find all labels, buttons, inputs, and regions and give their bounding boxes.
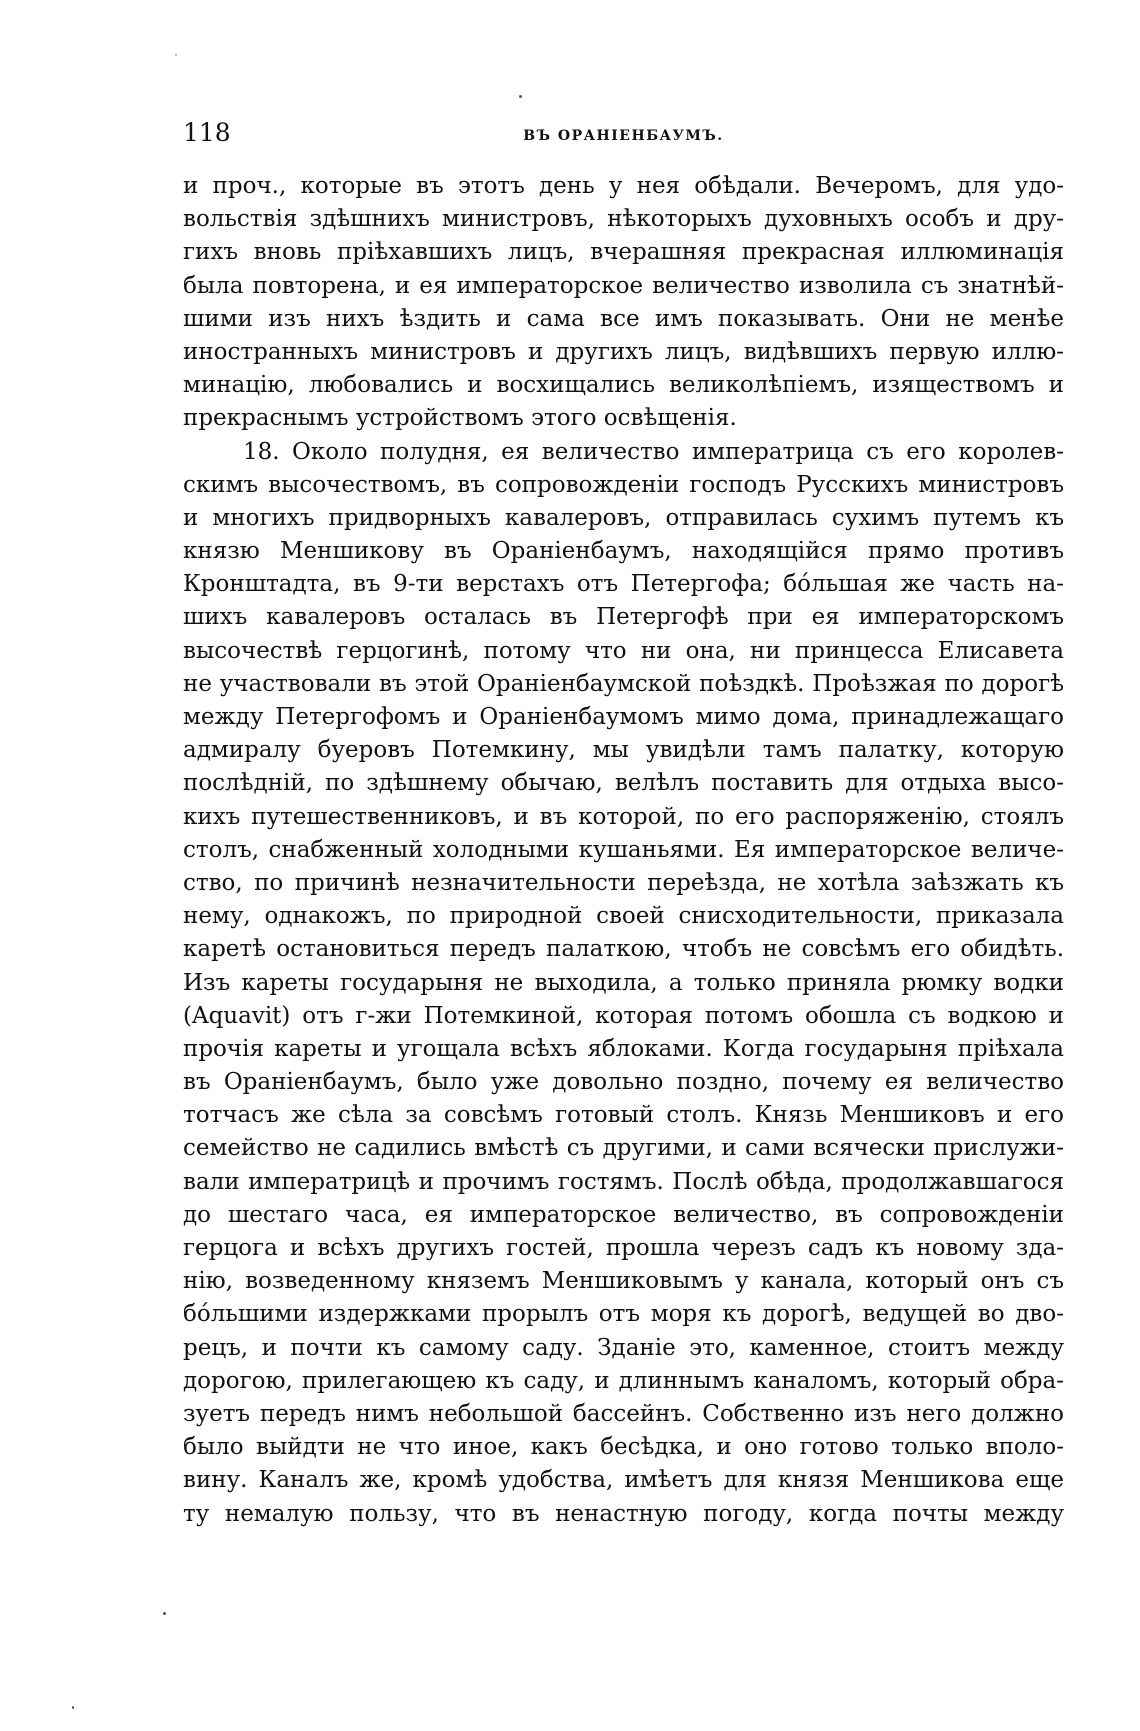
text-line: между Петергофомъ и Ораніенбаумомъ мимо дома, принадлежащаго: [183, 704, 1064, 730]
text-line: кихъ путешественниковъ, и въ которой, по его распоряженію, стоялъ: [183, 803, 1064, 830]
text-line: князю Меншикову въ Ораніенбаумъ, находящійся прямо противъ: [183, 538, 1064, 565]
text-line: послѣдній, по здѣшнему обычаю, велѣлъ поставить для отдыха высо-: [183, 770, 1064, 797]
running-title: ВЪ ОРАНІЕНБАУМЪ.: [523, 128, 724, 144]
text-line: дорогою, прилегающею къ саду, и длиннымъ каналомъ, который обра-: [183, 1367, 1064, 1394]
text-line: каретѣ остановиться передъ палаткою, чтобъ не совсѣмъ его обидѣть.: [183, 936, 1064, 963]
text-line: было выйдти не что иное, какъ бесѣдка, и оно готово только вполо-: [183, 1434, 1064, 1461]
scan-speck: [72, 1706, 74, 1709]
text-line: высочествѣ герцогинѣ, потому что ни она, ни принцесса Елисавета: [183, 637, 1064, 664]
text-line: бо́льшими издержками прорылъ отъ моря къ дорогѣ, ведущей во дво-: [183, 1301, 1064, 1328]
paragraph-end-line: прекраснымъ устройствомъ этого освѣщенія.: [183, 405, 737, 432]
text-line: минацію, любовались и восхищались великолѣпіемъ, изяществомъ и: [183, 372, 1064, 399]
text-line: и многихъ придворныхъ кавалеровъ, отправилась сухимъ путемъ къ: [183, 504, 1064, 531]
text-line: Изъ кареты государыня не выходила, а только приняла рюмку водки: [183, 969, 1064, 996]
body-text: [183, 170, 1064, 1531]
text-line: нему, однакожъ, по природной своей снисходительности, приказала: [183, 903, 1064, 930]
text-line: герцога и всѣхъ другихъ гостей, прошла черезъ садъ къ новому зда-: [183, 1235, 1064, 1261]
text-line: скимъ высочествомъ, въ сопровожденіи господъ Русскихъ министровъ: [183, 471, 1064, 498]
text-line: ство, по причинѣ незначительности переѣзда, не хотѣла заѣзжать къ: [183, 869, 1064, 896]
text-line: вольствія здѣшнихъ министровъ, нѣкоторыхъ духовныхъ особъ и дру-: [183, 206, 1064, 233]
text-line: въ Ораніенбаумъ, было уже довольно поздно, почему ея величество: [183, 1069, 1064, 1096]
running-head: [183, 118, 1064, 158]
scan-speck: [163, 1612, 166, 1615]
scan-speck: [175, 54, 177, 56]
text-line: не участвовали въ этой Ораніенбаумской поѣздкѣ. Проѣзжая по дорогѣ: [183, 670, 1064, 697]
text-line: гихъ вновь пріѣхавшихъ лицъ, вчерашняя прекрасная иллюминація: [183, 239, 1064, 266]
text-line: рецъ, и почти къ самому саду. Зданіе это, каменное, стоитъ между: [183, 1334, 1064, 1361]
text-line: до шестаго часа, ея императорское величество, въ сопровожденіи: [183, 1201, 1064, 1228]
text-line: адмиралу буеровъ Потемкину, мы увидѣли тамъ палатку, которую: [183, 737, 1064, 764]
page-number: 118: [183, 118, 231, 147]
paragraph-start-line: 18. Около полудня, ея величество императрица съ его королев-: [243, 438, 1064, 465]
scan-speck: [519, 95, 522, 98]
text-line: семейство не садились вмѣстѣ съ другими, и сами всячески прислужи-: [183, 1135, 1064, 1162]
text-line: была повторена, и ея императорское величество изволила съ знатнѣй-: [183, 272, 1064, 299]
text-line: столъ, снабженный холодными кушаньями. Ея императорское величе-: [183, 836, 1064, 863]
text-line: прочія кареты и угощала всѣхъ яблоками. Когда государыня пріѣхала: [183, 1035, 1064, 1062]
text-line: вину. Каналъ же, кромѣ удобства, имѣетъ для князя Меншикова еще: [183, 1467, 1064, 1494]
text-line: ту немалую пользу, что въ ненастную погоду, когда почты между: [183, 1500, 1064, 1527]
text-line: иностранныхъ министровъ и другихъ лицъ, видѣвшихъ первую иллю-: [183, 338, 1064, 365]
text-line: тотчасъ же сѣла за совсѣмъ готовый столъ. Князь Меншиковъ и его: [183, 1102, 1064, 1129]
text-line: зуетъ передъ нимъ небольшой бассейнъ. Собственно изъ него должно: [183, 1400, 1064, 1427]
text-line: нію, возведенному княземъ Меншиковымъ у канала, который онъ съ: [183, 1268, 1064, 1295]
text-line: и проч., которые въ этотъ день у нея обѣдали. Вечеромъ, для удо-: [183, 173, 1064, 199]
text-line: вали императрицѣ и прочимъ гостямъ. Послѣ обѣда, продолжавшагося: [183, 1168, 1064, 1195]
text-line: (Aquavit) отъ г-жи Потемкиной, которая потомъ обошла съ водкою и: [183, 1002, 1064, 1029]
text-line: Кронштадта, въ 9-ти верстахъ отъ Петергофа; бо́льшая же часть на-: [183, 571, 1064, 598]
text-line: шими изъ нихъ ѣздить и сама все имъ показывать. Они не менѣе: [183, 305, 1064, 332]
text-line: шихъ кавалеровъ осталась въ Петергофѣ при ея императорскомъ: [183, 604, 1064, 631]
